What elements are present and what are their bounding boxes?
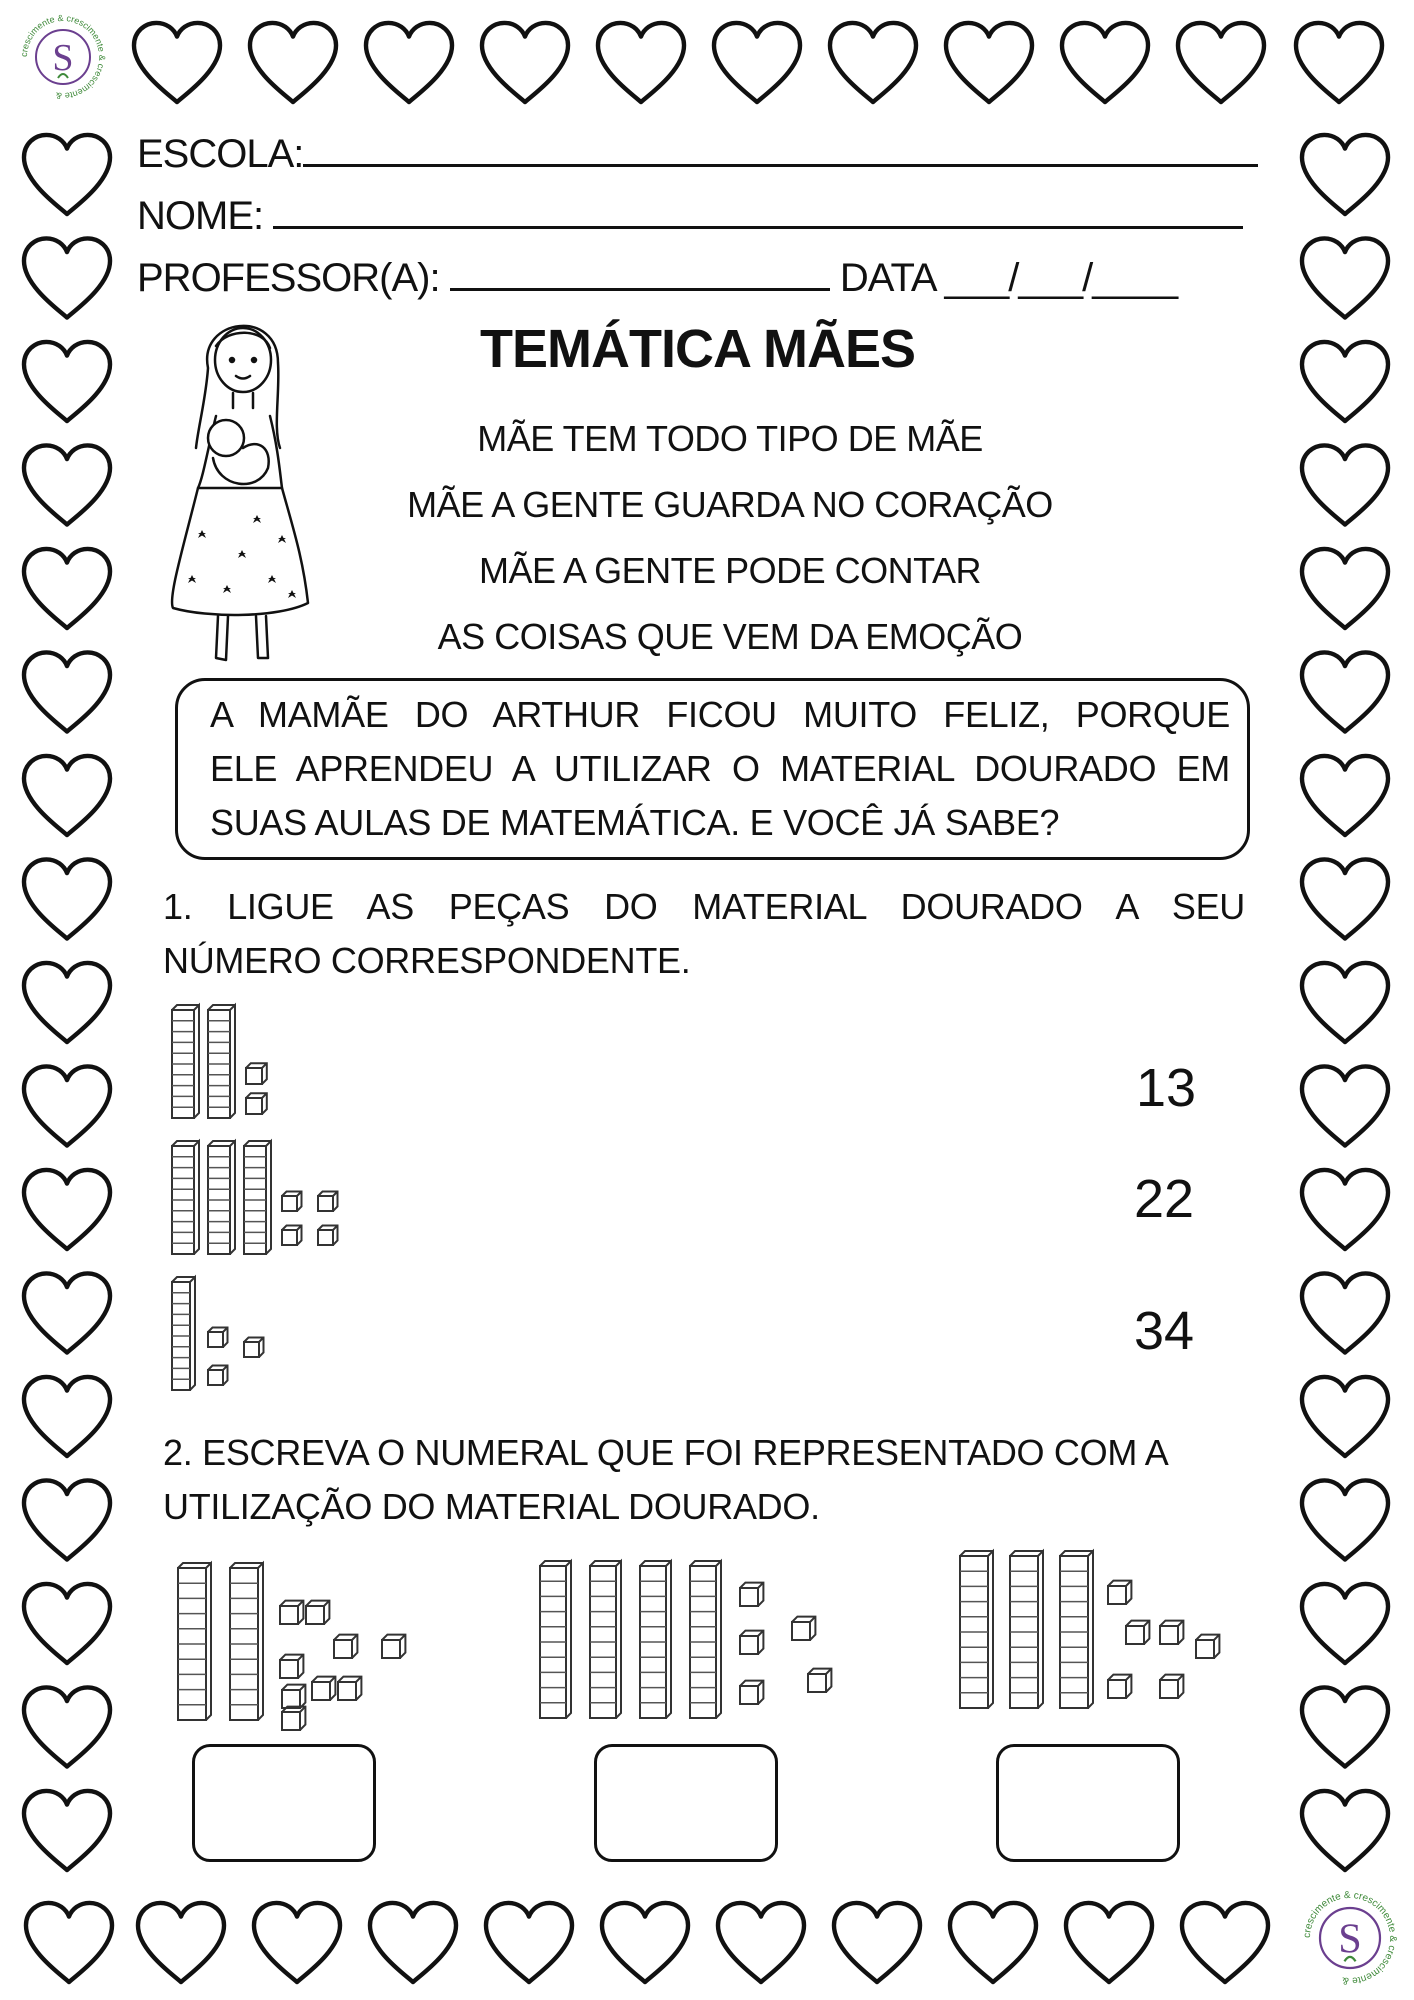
page-title: TEMÁTICA MÃES: [480, 319, 915, 379]
unit-cube: [1196, 1635, 1219, 1658]
ten-rod: [640, 1561, 671, 1718]
question-1-line-1: 1. LIGUE AS PEÇAS DO MATERIAL DOURADO A SEU: [163, 886, 1245, 927]
ten-rod: [1010, 1551, 1043, 1708]
ten-rod: [690, 1561, 721, 1718]
svg-text:crescimente & crescimente & cr: crescimente & crescimente & crescimente &: [18, 12, 108, 102]
question-2-line-2: UTILIZAÇÃO DO MATERIAL DOURADO.: [163, 1486, 820, 1527]
name-label: NOME:: [137, 194, 264, 238]
unit-cube: [740, 1631, 763, 1654]
unit-cube: [280, 1601, 303, 1624]
unit-cube: [208, 1366, 228, 1386]
ten-rod: [960, 1551, 993, 1708]
unit-cube: [282, 1707, 305, 1730]
unit-cube: [338, 1677, 361, 1700]
date-label[interactable]: DATA ___/___/____: [839, 256, 1178, 300]
poem-line-4: AS COISAS QUE VEM DA EMOÇÃO: [437, 616, 1023, 657]
unit-cube: [318, 1192, 338, 1212]
story-line-2: ELE APRENDEU A UTILIZAR O MATERIAL DOURADO EM: [210, 748, 1230, 789]
svg-text:S: S: [52, 37, 74, 79]
story-line-3: SUAS AULAS DE MATEMÁTICA. E VOCÊ JÁ SABE?: [210, 802, 1060, 843]
unit-cube: [246, 1063, 267, 1084]
unit-cube: [740, 1583, 763, 1606]
unit-cube: [808, 1669, 831, 1692]
unit-cube: [282, 1192, 302, 1212]
story-line-1: A MAMÃE DO ARTHUR FICOU MUITO FELIZ, PORQUE: [210, 694, 1230, 735]
ten-rod: [1060, 1551, 1093, 1708]
unit-cube: [1160, 1621, 1183, 1644]
unit-cube: [282, 1226, 302, 1246]
unit-cube: [1126, 1621, 1149, 1644]
unit-cube: [792, 1617, 815, 1640]
school-label: ESCOLA:: [137, 132, 304, 176]
ten-rod: [208, 1141, 235, 1254]
unit-cube: [334, 1635, 357, 1658]
ten-rod: [540, 1561, 571, 1718]
svg-text:S: S: [1338, 1915, 1362, 1963]
unit-cube: [282, 1685, 305, 1708]
ten-rod: [178, 1563, 211, 1720]
unit-cube: [382, 1635, 405, 1658]
question-1-line-2: NÚMERO CORRESPONDENTE.: [163, 940, 691, 981]
svg-text:crescimente & crescimente & cr: crescimente & crescimente & crescimente &: [1301, 1889, 1399, 1987]
poem-line-1: MÃE TEM TODO TIPO DE MÃE: [477, 418, 983, 459]
ten-rod: [244, 1141, 271, 1254]
ten-rod: [172, 1141, 199, 1254]
unit-cube: [740, 1681, 763, 1704]
unit-cube: [1108, 1675, 1131, 1698]
unit-cube: [246, 1093, 267, 1114]
ten-rod: [172, 1277, 195, 1390]
unit-cube: [312, 1677, 335, 1700]
unit-cube: [208, 1328, 228, 1348]
unit-cube: [318, 1226, 338, 1246]
number-option-34[interactable]: 34: [1134, 1301, 1195, 1361]
teacher-label: PROFESSOR(A):: [137, 256, 440, 300]
number-option-13[interactable]: 13: [1136, 1058, 1197, 1118]
unit-cube: [1160, 1675, 1183, 1698]
question-2-line-1: 2. ESCREVA O NUMERAL QUE FOI REPRESENTADO COM A: [163, 1432, 1169, 1473]
ten-rod: [590, 1561, 621, 1718]
ten-rod: [208, 1005, 235, 1118]
ten-rod: [230, 1563, 263, 1720]
poem-line-3: MÃE A GENTE PODE CONTAR: [479, 550, 981, 591]
ten-rod: [172, 1005, 199, 1118]
unit-cube: [244, 1338, 264, 1358]
poem-line-2: MÃE A GENTE GUARDA NO CORAÇÃO: [407, 484, 1053, 525]
unit-cube: [1108, 1581, 1131, 1604]
number-option-22[interactable]: 22: [1134, 1169, 1195, 1229]
unit-cube: [280, 1655, 303, 1678]
unit-cube: [306, 1601, 329, 1624]
